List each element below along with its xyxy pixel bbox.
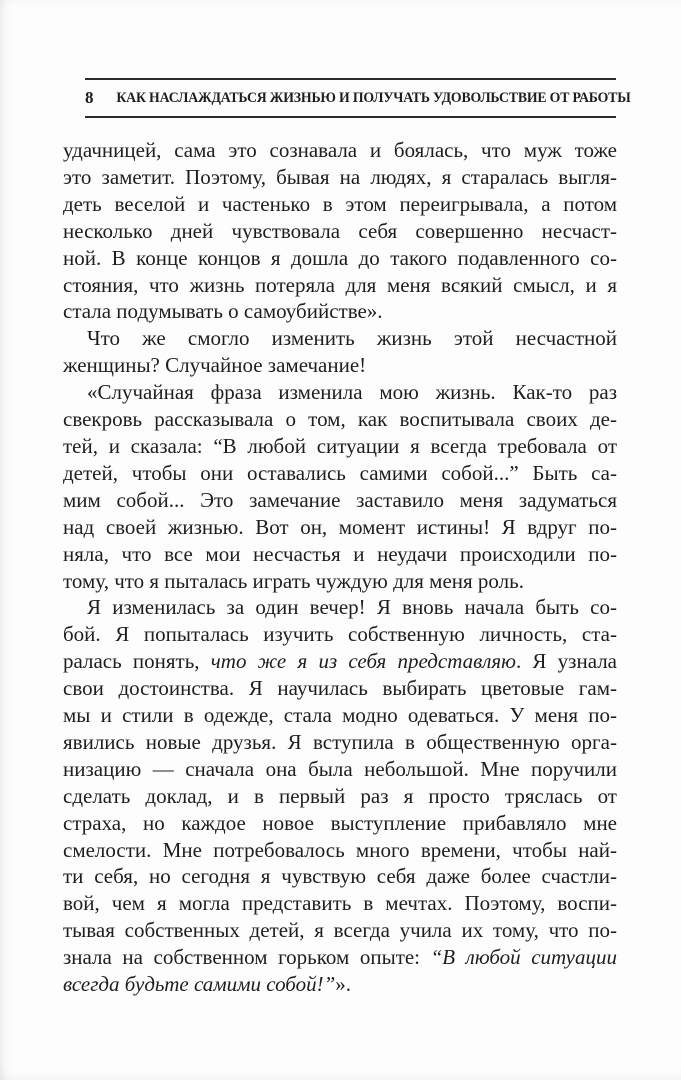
body-text [63, 137, 617, 998]
text-segment: ной. В конце концов я дошла до такого подавленного со- [63, 245, 617, 270]
text-line [63, 191, 617, 218]
text-line [63, 137, 617, 164]
running-title: КАК НАСЛАЖДАТЬСЯ ЖИЗНЬЮ И ПОЛУЧАТЬ УДОВОЛЬСТВИЕ ОТ РАБОТЫ [116, 89, 631, 106]
text-line [63, 702, 617, 729]
text-line [63, 594, 617, 621]
text-segment: женщины? Случайное замечание! [63, 353, 367, 378]
text-line [63, 406, 617, 433]
text-line [63, 433, 617, 460]
text-segment: тому, что я пыталась играть чуждую для меня роль. [63, 568, 524, 593]
text-segment: свои достоинства. Я научилась выбирать цветовые гам- [63, 676, 617, 701]
text-segment: тывая собственных детей, я всегда учила их тому, что по- [63, 918, 617, 943]
text-line [63, 675, 617, 702]
text-segment: над своей жизнью. Вот он, момент истины! Я вдруг по- [63, 514, 617, 539]
text-line [63, 890, 617, 917]
text-line [63, 810, 617, 837]
italic-segment: всегда будьте самими собой!” [63, 972, 336, 997]
text-segment: сделать доклад, и в первый раз я просто тряслась от [63, 783, 617, 808]
text-line [63, 164, 617, 191]
text-line [63, 837, 617, 864]
running-header [85, 78, 631, 118]
text-segment: Я изменилась за один вечер! Я вновь начала быть со- [87, 595, 617, 620]
text-line [63, 298, 617, 325]
text-segment: удачницей, сама это сознавала и боялась, что муж тоже [63, 138, 617, 162]
text-line [63, 863, 617, 890]
text-segment: ралась понять, [63, 649, 211, 674]
text-line [63, 514, 617, 541]
text-line [63, 325, 617, 352]
text-segment: вой, чем я могла представить в мечтах. Поэтому, воспи- [63, 891, 617, 916]
text-segment: мим собой... Это замечание заставило меня задуматься [63, 487, 617, 512]
text-segment: «Случайная фраза изменила мою жизнь. Как-то раз [87, 380, 617, 405]
page-number: 8 [85, 88, 94, 107]
text-line [63, 917, 617, 944]
text-segment: Что же смогло изменить жизнь этой несчастной [87, 326, 617, 351]
text-segment: стала подумывать о самоубийстве». [63, 299, 383, 324]
text-segment: страха, но каждое новое выступление прибавляло мне [63, 810, 617, 835]
text-line [63, 487, 617, 514]
text-segment: явились новые друзья. Я вступила в общественную орга- [63, 729, 617, 754]
text-segment: смелости. Мне потребовалось много времени, чтобы най- [63, 837, 617, 862]
text-line [63, 648, 617, 675]
text-segment: ти себя, но сегодня я чувствую себя даже более счастли- [63, 864, 617, 889]
text-line [63, 218, 617, 245]
text-segment: . Я узнала [515, 649, 617, 674]
text-segment: мы и стили в одежде, стала модно одеваться. У меня по- [63, 703, 617, 728]
text-segment: это заметит. Поэтому, бывая на людях, я старалась выгля- [63, 164, 617, 189]
text-line [63, 729, 617, 756]
text-line [63, 783, 617, 810]
text-line [63, 460, 617, 487]
text-segment: тей, и сказала: “В любой ситуации я всегда требовала от [63, 433, 617, 458]
text-segment: деть веселой и частенько в этом переигрывала, а потом [63, 191, 617, 216]
text-line [63, 621, 617, 648]
text-segment: несколько дней чувствовала себя совершенно несчаст- [63, 218, 617, 243]
text-segment: детей, чтобы они оставались самими собой...” Быть са- [63, 460, 617, 485]
text-line [63, 352, 617, 379]
text-line [63, 756, 617, 783]
text-line [63, 541, 617, 568]
italic-segment: “В любой ситуации [430, 945, 617, 970]
text-line [63, 245, 617, 272]
text-segment: няла, что все мои несчастья и неудачи происходили по- [63, 541, 617, 566]
text-segment: бой. Я попыталась изучить собственную личность, ста- [63, 622, 617, 647]
text-segment: знала на собственном горьком опыте: [63, 945, 431, 970]
text-line [63, 971, 617, 998]
text-line [63, 379, 617, 406]
text-line [63, 944, 617, 971]
italic-segment: что же я из себя представляю [210, 649, 516, 674]
text-segment: низацию — сначала она была небольшой. Мне поручили [63, 756, 617, 781]
text-segment: стояния, что жизнь потеряла для меня всякий смысл, и я [63, 272, 617, 297]
text-line [63, 272, 617, 299]
text-segment: свекровь рассказывала о том, как воспитывала своих де- [63, 407, 617, 432]
text-line [63, 568, 617, 595]
text-segment: ». [335, 972, 352, 997]
